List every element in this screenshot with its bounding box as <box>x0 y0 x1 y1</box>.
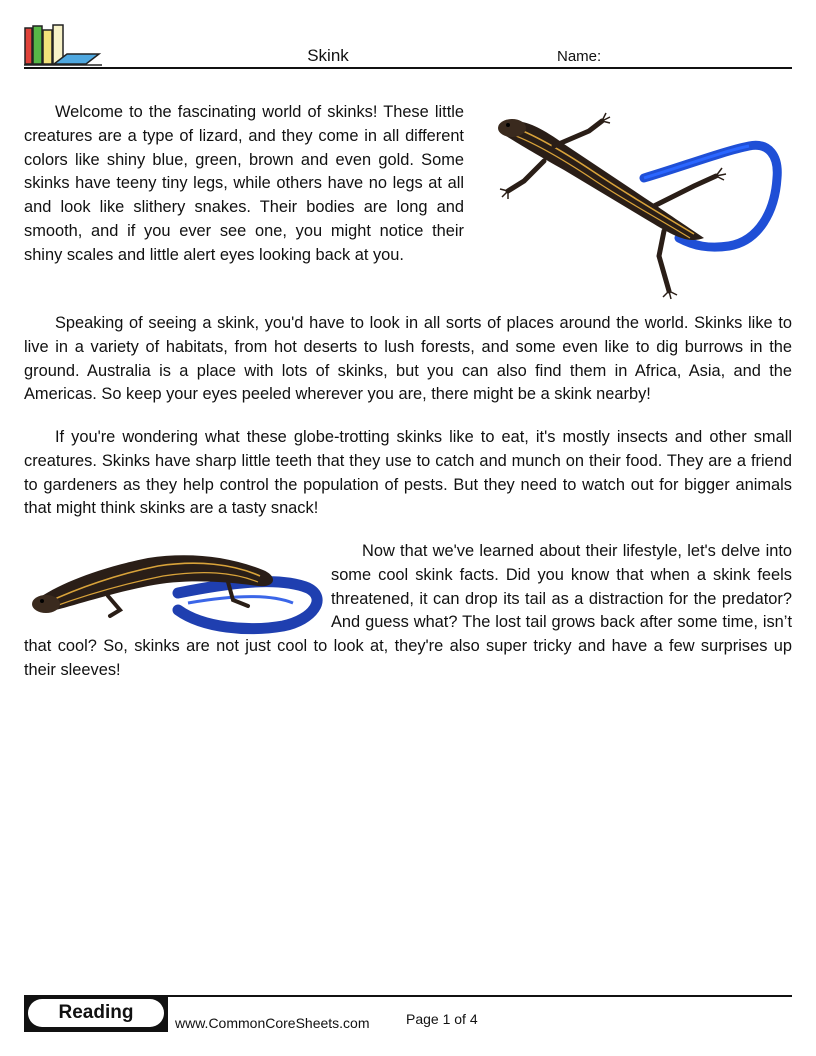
reading-badge <box>24 996 168 1032</box>
paragraph-facts-text: Now that we've learned about their lifestyle, let's delve into some cool skink facts. Did you know that when a skink feels threatened, it can drop its tail as a distraction for the predator? And guess what? The lost tail grows back after some time, isn’t that cool? So, skinks are not just cool to look at, they're also super tricky and have a few surprises up their sleeves! <box>24 542 792 679</box>
paragraph-facts <box>24 540 792 683</box>
reading-badge-label: Reading <box>28 999 164 1027</box>
name-label: Name: <box>557 48 602 65</box>
skink-top-image <box>494 106 788 302</box>
page-title: Skink <box>307 46 349 65</box>
paragraph-intro: Welcome to the fascinating world of skinks! These little creatures are a type of lizard, and they come in all different colors like shiny blue, green, brown and even gold. Some skinks have teeny tiny legs, while others have no legs at all and look like slithery snakes. Their bodies are long and smooth, and if you ever see one, you might notice their shiny scales and little alert eyes looking back at you. <box>24 103 464 264</box>
website-link[interactable]: www.CommonCoreSheets.com <box>175 1015 370 1031</box>
paragraph-habitat: Speaking of seeing a skink, you'd have to look in all sorts of places around the world. Skinks like to live in a variety of habitats, from hot deserts to lush forests, and some even like to dig burrows in the ground. Australia is a place with lots of skinks, but you can also find them in Africa, Asia, and the Americas. So keep your eyes peeled wherever you are, there might be a skink nearby! <box>24 314 792 404</box>
image-float-spacer <box>24 540 331 635</box>
page-number: Page 1 of 4 <box>406 1011 478 1027</box>
paragraph-diet: If you're wondering what these globe-trotting skinks like to eat, it's mostly insects and other small creatures. Skinks have sharp little teeth that they use to catch and munch on their food. They are a friend to gardeners as they help control the population of pests. But they need to watch out for bigger animals that might think skinks are a tasty snack! <box>24 428 792 518</box>
header-divider <box>24 67 792 69</box>
